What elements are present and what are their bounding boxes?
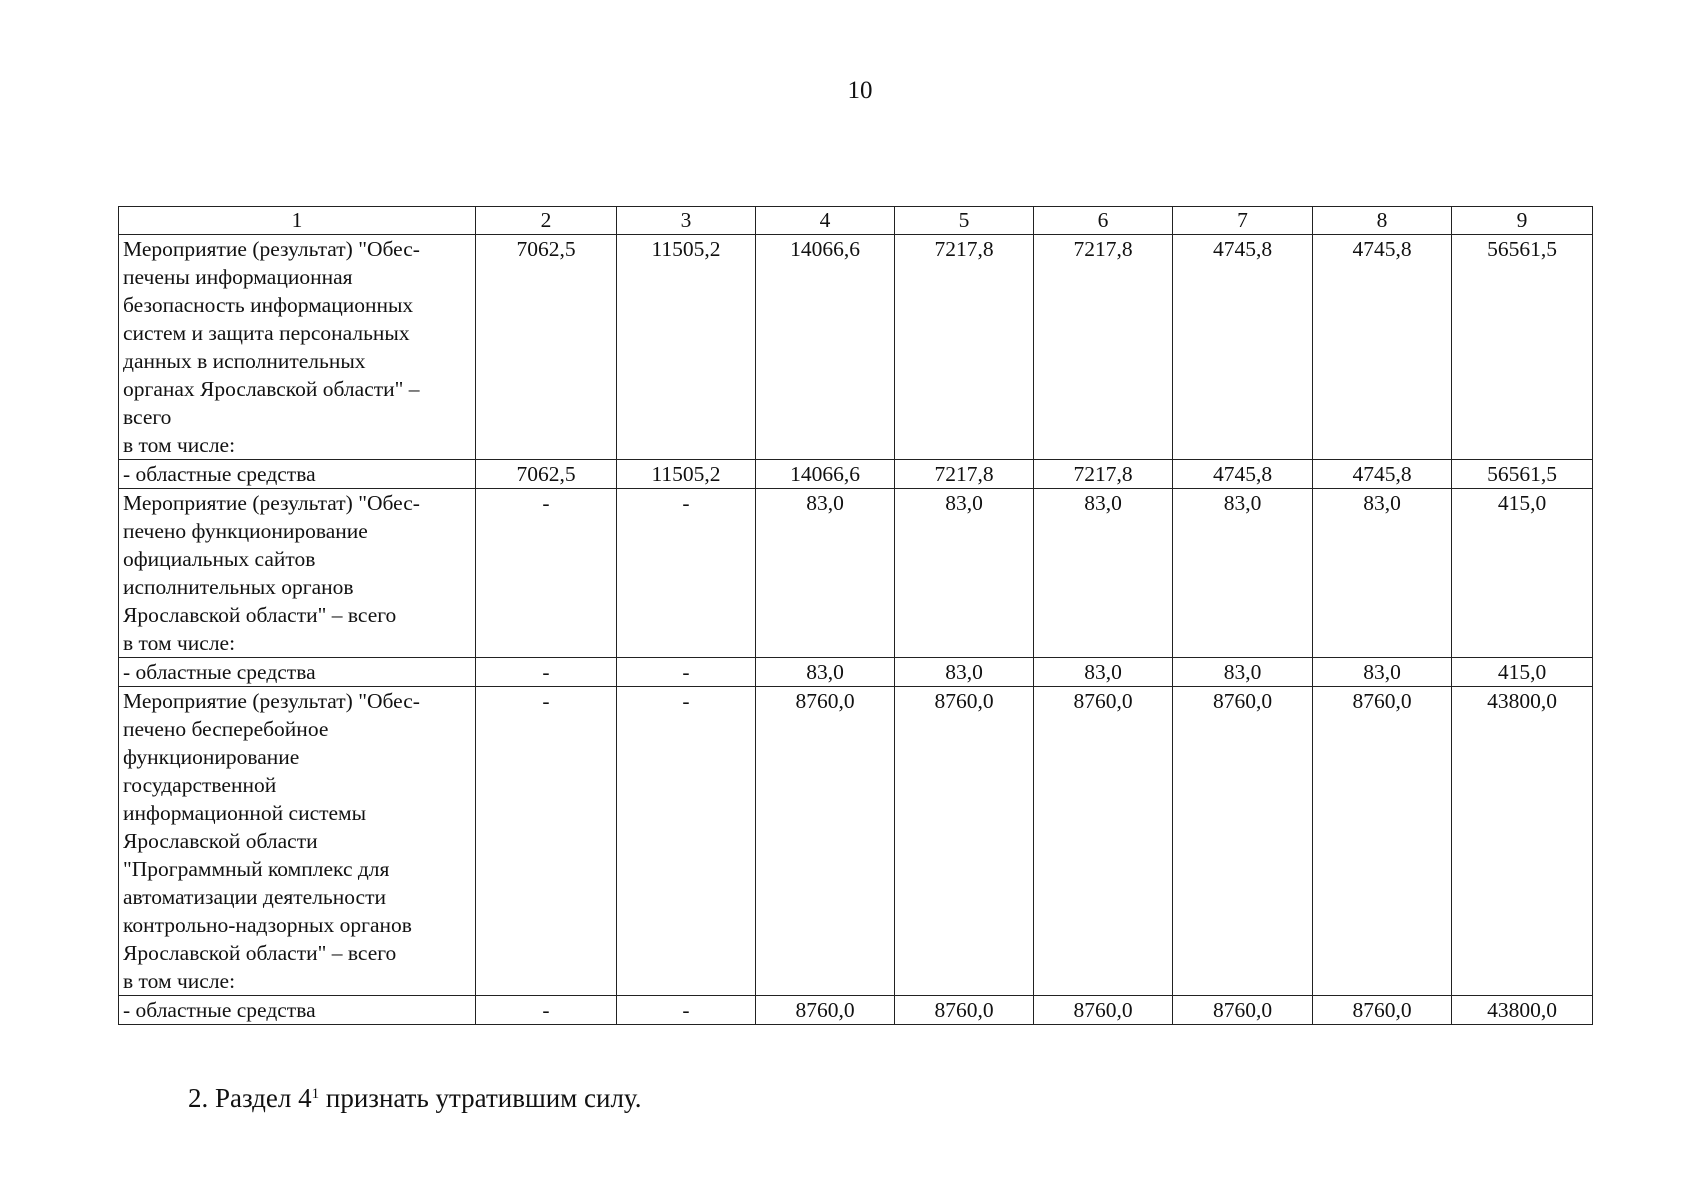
activity-name-cell: Мероприятие (результат) "Обес- печены информационная безопасность информационных систем и защита персональных данных в исполнительных органах Ярославской области" – всего в том числе: <box>119 235 476 460</box>
funds-name-cell: - областные средства <box>119 658 476 687</box>
value-cell: 415,0 <box>1452 658 1593 687</box>
column-number: 1 <box>119 207 476 235</box>
value-cell: - <box>476 658 617 687</box>
funds-row <box>119 996 1593 1025</box>
value-cell: 7062,5 <box>476 460 617 489</box>
value-cell: 7217,8 <box>1034 460 1173 489</box>
value-cell: 8760,0 <box>756 996 895 1025</box>
value-cell: 8760,0 <box>1173 996 1313 1025</box>
value-cell: 56561,5 <box>1452 235 1593 460</box>
value-cell: 83,0 <box>895 658 1034 687</box>
value-cell: 8760,0 <box>756 687 895 996</box>
value-cell: 83,0 <box>1173 658 1313 687</box>
column-number-row <box>119 207 1593 235</box>
value-cell: 8760,0 <box>1034 996 1173 1025</box>
value-cell: 4745,8 <box>1173 460 1313 489</box>
budget-table <box>118 206 1593 1025</box>
page-number: 10 <box>847 77 873 104</box>
value-cell: 7217,8 <box>895 235 1034 460</box>
activity-row <box>119 687 1593 996</box>
activity-row <box>119 489 1593 658</box>
value-cell: 43800,0 <box>1452 996 1593 1025</box>
value-cell: 11505,2 <box>617 235 756 460</box>
value-cell: 8760,0 <box>1173 687 1313 996</box>
column-number: 2 <box>476 207 617 235</box>
value-cell: - <box>476 687 617 996</box>
final-paragraph <box>188 1081 641 1115</box>
value-cell: 83,0 <box>1313 658 1452 687</box>
value-cell: 415,0 <box>1452 489 1593 658</box>
value-cell: 83,0 <box>1313 489 1452 658</box>
funds-row <box>119 658 1593 687</box>
value-cell: 7062,5 <box>476 235 617 460</box>
value-cell: 14066,6 <box>756 460 895 489</box>
value-cell: 8760,0 <box>1034 687 1173 996</box>
value-cell: 11505,2 <box>617 460 756 489</box>
value-cell: 8760,0 <box>895 996 1034 1025</box>
value-cell: - <box>617 658 756 687</box>
value-cell: 7217,8 <box>1034 235 1173 460</box>
table-body <box>119 207 1593 1025</box>
value-cell: 4745,8 <box>1313 460 1452 489</box>
funds-name-cell: - областные средства <box>119 460 476 489</box>
value-cell: 8760,0 <box>895 687 1034 996</box>
column-number: 3 <box>617 207 756 235</box>
final-paragraph-text-end: признать утратившим силу. <box>319 1083 642 1113</box>
value-cell: - <box>617 996 756 1025</box>
value-cell: 83,0 <box>895 489 1034 658</box>
value-cell: 83,0 <box>756 658 895 687</box>
column-number: 4 <box>756 207 895 235</box>
value-cell: 8760,0 <box>1313 996 1452 1025</box>
value-cell: 83,0 <box>1034 489 1173 658</box>
value-cell: 43800,0 <box>1452 687 1593 996</box>
value-cell: - <box>617 687 756 996</box>
value-cell: - <box>617 489 756 658</box>
column-number: 9 <box>1452 207 1593 235</box>
value-cell: 83,0 <box>1173 489 1313 658</box>
funds-row <box>119 460 1593 489</box>
section-superscript: 1 <box>311 1086 320 1102</box>
column-number: 7 <box>1173 207 1313 235</box>
column-number: 5 <box>895 207 1034 235</box>
value-cell: 83,0 <box>756 489 895 658</box>
value-cell: 56561,5 <box>1452 460 1593 489</box>
value-cell: 7217,8 <box>895 460 1034 489</box>
activity-name-cell: Мероприятие (результат) "Обес- печено функционирование официальных сайтов исполнительных органов Ярославской области" – всего в том числе: <box>119 489 476 658</box>
value-cell: 8760,0 <box>1313 687 1452 996</box>
column-number: 8 <box>1313 207 1452 235</box>
value-cell: - <box>476 996 617 1025</box>
final-paragraph-text: 2. Раздел 4 <box>188 1083 312 1113</box>
activity-name-cell: Мероприятие (результат) "Обес- печено бесперебойное функционирование государственной информационной системы Ярославской области "Программный комплекс для автоматизации деятельности контрольно-надзорных органов Ярославской области" – всего в том числе: <box>119 687 476 996</box>
activity-row <box>119 235 1593 460</box>
value-cell: 4745,8 <box>1173 235 1313 460</box>
column-number: 6 <box>1034 207 1173 235</box>
value-cell: - <box>476 489 617 658</box>
value-cell: 83,0 <box>1034 658 1173 687</box>
value-cell: 4745,8 <box>1313 235 1452 460</box>
value-cell: 14066,6 <box>756 235 895 460</box>
funds-name-cell: - областные средства <box>119 996 476 1025</box>
